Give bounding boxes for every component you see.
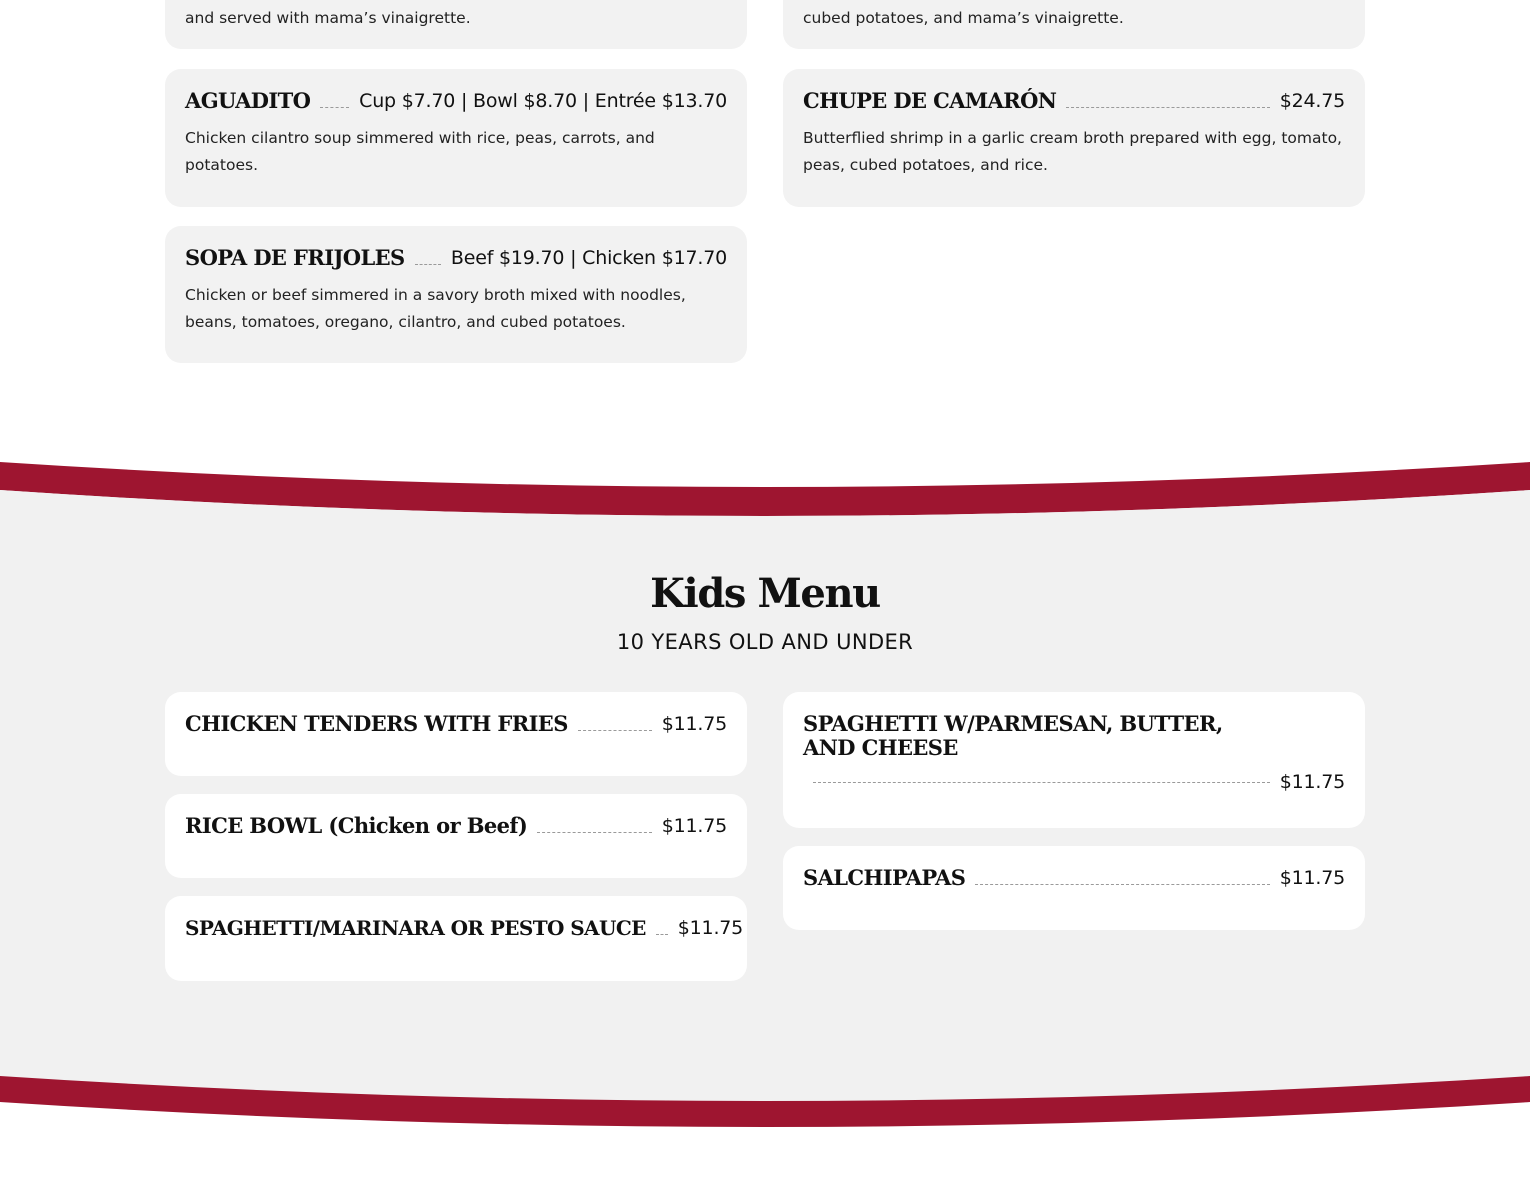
menu-item-header <box>803 89 1345 113</box>
menu-item-description: Butterflied shrimp in a garlic cream broth prepared with egg, tomato, peas, cubed potatoes, and rice. <box>803 129 1342 174</box>
menu-item-name: SOPA DE FRIJOLES <box>185 245 405 270</box>
menu-item-price: $11.75 <box>1279 771 1345 793</box>
menu-item-price: $24.75 <box>1279 90 1345 112</box>
kids-item-card <box>165 692 747 776</box>
kids-item-card <box>783 846 1365 930</box>
menu-item-price: $11.75 <box>1279 867 1345 889</box>
dotted-leader <box>415 264 441 265</box>
menu-item-header <box>803 866 1345 890</box>
menu-item-price: Cup $7.70 | Bowl $8.70 | Entrée $13.70 <box>359 90 727 112</box>
menu-item-header <box>185 246 727 270</box>
menu-item-chupe-de-camaron <box>783 69 1365 207</box>
menu-item-name: CHUPE DE CAMARÓN <box>803 88 1057 113</box>
menu-item-header <box>185 814 727 838</box>
menu-item-name: CHICKEN TENDERS WITH FRIES <box>185 711 568 736</box>
section-title: Kids Menu <box>650 570 880 617</box>
menu-item-sopa-de-frijoles <box>165 226 747 363</box>
dotted-leader <box>656 934 668 935</box>
dotted-leader <box>975 884 1269 885</box>
menu-item-name: AGUADITO <box>185 88 311 113</box>
menu-item-price: $11.75 <box>661 815 727 837</box>
menu-item-price: $11.75 <box>677 917 744 939</box>
menu-item-aguadito <box>165 69 747 207</box>
dotted-leader <box>578 730 652 731</box>
menu-item-description: and served with mama’s vinaigrette. <box>185 9 471 27</box>
menu-item-card <box>165 0 747 49</box>
menu-item-card <box>783 0 1365 49</box>
menu-item-description: Chicken or beef simmered in a savory broth mixed with noodles, beans, tomatoes, oregano, cilantro, and cubed potatoes. <box>185 286 686 331</box>
menu-item-description: Chicken cilantro soup simmered with rice, peas, carrots, and potatoes. <box>185 129 655 174</box>
dotted-leader <box>813 782 1270 783</box>
dotted-leader <box>1066 107 1269 108</box>
menu-item-name: SPAGHETTI/MARINARA OR PESTO SAUCE <box>185 916 646 940</box>
section-divider-top <box>0 462 1530 532</box>
kids-item-card <box>165 794 747 878</box>
section-divider-bottom <box>0 1076 1530 1146</box>
menu-item-name: SPAGHETTI W/PARMESAN, BUTTER, AND CHEESE <box>803 711 1223 760</box>
menu-item-name: SALCHIPAPAS <box>803 865 966 890</box>
menu-item-header <box>185 916 744 940</box>
menu-item-header <box>185 89 727 113</box>
menu-item-price: Beef $19.70 | Chicken $17.70 <box>450 247 727 269</box>
menu-item-price: $11.75 <box>661 713 727 735</box>
section-subtitle: 10 YEARS OLD AND UNDER <box>616 630 914 654</box>
menu-item-header <box>185 712 727 736</box>
kids-item-card <box>165 896 747 981</box>
menu-item-description: cubed potatoes, and mama’s vinaigrette. <box>803 9 1124 27</box>
menu-item-name: RICE BOWL (Chicken or Beef) <box>185 813 528 838</box>
kids-item-card <box>783 692 1365 828</box>
dotted-leader <box>320 107 349 108</box>
dotted-leader <box>537 832 652 833</box>
menu-item-price-row <box>803 770 1345 794</box>
